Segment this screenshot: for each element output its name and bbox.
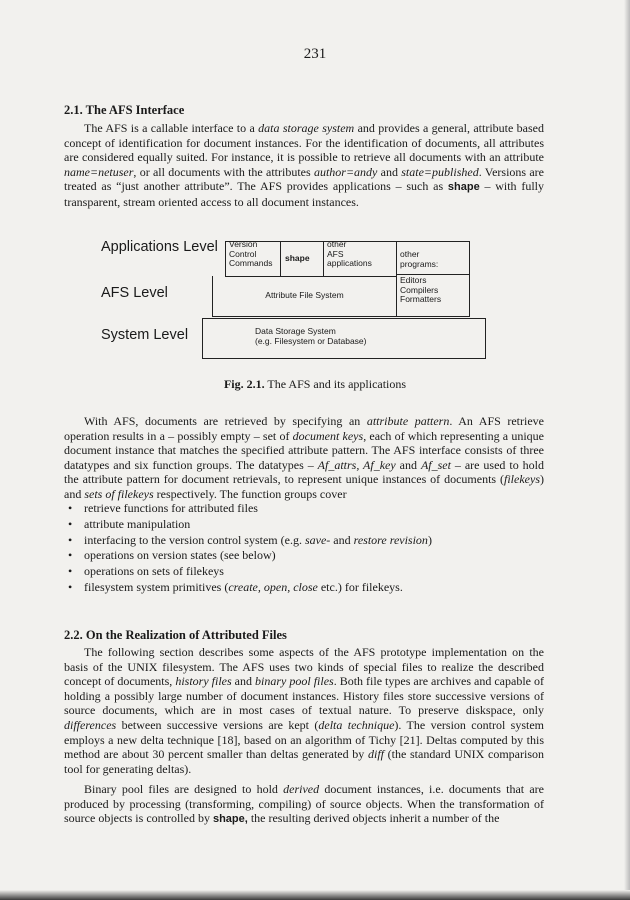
- paragraph-realization: The following section describes some aspects of the AFS prototype implementation on the basis of the UNIX filesystem. The AFS uses two kinds of special files to realize the described concept of documents, history files and binary pool files. Both file types are archives and capable of holding a possibly large number of document instances. History files store successive versions of source documents, which are in most cases of textual nature. To preserve diskspace, only differences between successive versions are kept (delta technique). The version control system employs a new delta technique [18], based on an algorithm of Tichy [21]. Deltas computed by this method are about 30 percent smaller than deltas generated by diff (the standard UNIX comparison tool for generating deltas).: [64, 645, 544, 776]
- paragraph-afs-interface: The AFS is a callable interface to a data storage system and provides a general, attribute based concept of identification for document instances. For the identification of documents, all attributes are considered equally suited. For instance, it is possible to retrieve all documents with an attribute name=netuser, or all documents with the attributes author=andy and state=published. Versions are treated as “just another attribute”. The AFS provides applications – such as shape – with fully transparent, stream oriented access to all document instances.: [64, 121, 545, 209]
- function-groups-list: [64, 501, 544, 596]
- cell-other-programs: other programs:: [400, 249, 439, 269]
- list-item: • filesystem system primitives (create, open, close etc.) for filekeys.: [64, 580, 544, 596]
- line-shape-right: [323, 241, 324, 277]
- figure-caption-label: Fig. 2.1.: [223, 377, 265, 391]
- section-heading-realization: 2.2. On the Realization of Attributed Files: [64, 628, 287, 642]
- cell-data-storage-system: Data Storage System (e.g. Filesystem or Database): [255, 326, 367, 346]
- label-applications-level: Applications Level: [101, 239, 218, 255]
- cell-other-afs-applications: other AFS applications: [327, 239, 372, 268]
- list-item: • attribute manipulation: [64, 517, 544, 533]
- list-item: • operations on version states (see below): [64, 548, 544, 564]
- cell-shape: shape: [285, 253, 310, 263]
- paragraph-attribute-pattern: With AFS, documents are retrieved by specifying an attribute pattern. An AFS retrieve operation results in a – possibly empty – set of document keys, each of which representing a unique document instance that matches the specified attribute pattern. The AFS interface consists of three datatypes and six function groups. The datatypes – Af_attrs, Af_key and Af_set – are used to hold the attribute pattern for document retrievals, to represent unique instances of documents (filekeys) and sets of filekeys respectively. The function groups cover: [64, 414, 544, 501]
- section-heading-afs-interface: 2.1. The AFS Interface: [64, 103, 185, 117]
- list-item: • retrieve functions for attributed files: [64, 501, 544, 517]
- list-item: • operations on sets of filekeys: [64, 564, 544, 580]
- cell-editors-compilers-formatters: Editors Compilers Formatters: [400, 275, 442, 304]
- figure-caption: [0, 377, 630, 392]
- page-edge-shadow: [624, 0, 630, 900]
- cell-attribute-file-system: Attribute File System: [265, 290, 344, 300]
- page-bottom-edge: [0, 890, 630, 900]
- line-version-right: [280, 241, 281, 277]
- line-version-left: [225, 241, 226, 277]
- label-system-level: System Level: [101, 327, 189, 343]
- label-afs-level: AFS Level: [101, 285, 168, 301]
- figure-caption-text: The AFS and its applications: [267, 377, 407, 391]
- paragraph-binary-pool: Binary pool files are designed to hold derived document instances, i.e. documents that are produced by processing (transforming, compiling) of source objects. When the transformation of source objects is controlled by shape, the resulting derived objects inherit a number of the: [64, 782, 544, 826]
- cell-version-control-commands: Version Control Commands: [229, 239, 273, 268]
- page-number: 231: [303, 46, 327, 62]
- list-item: • interfacing to the version control system (e.g. save- and restore revision): [64, 533, 544, 549]
